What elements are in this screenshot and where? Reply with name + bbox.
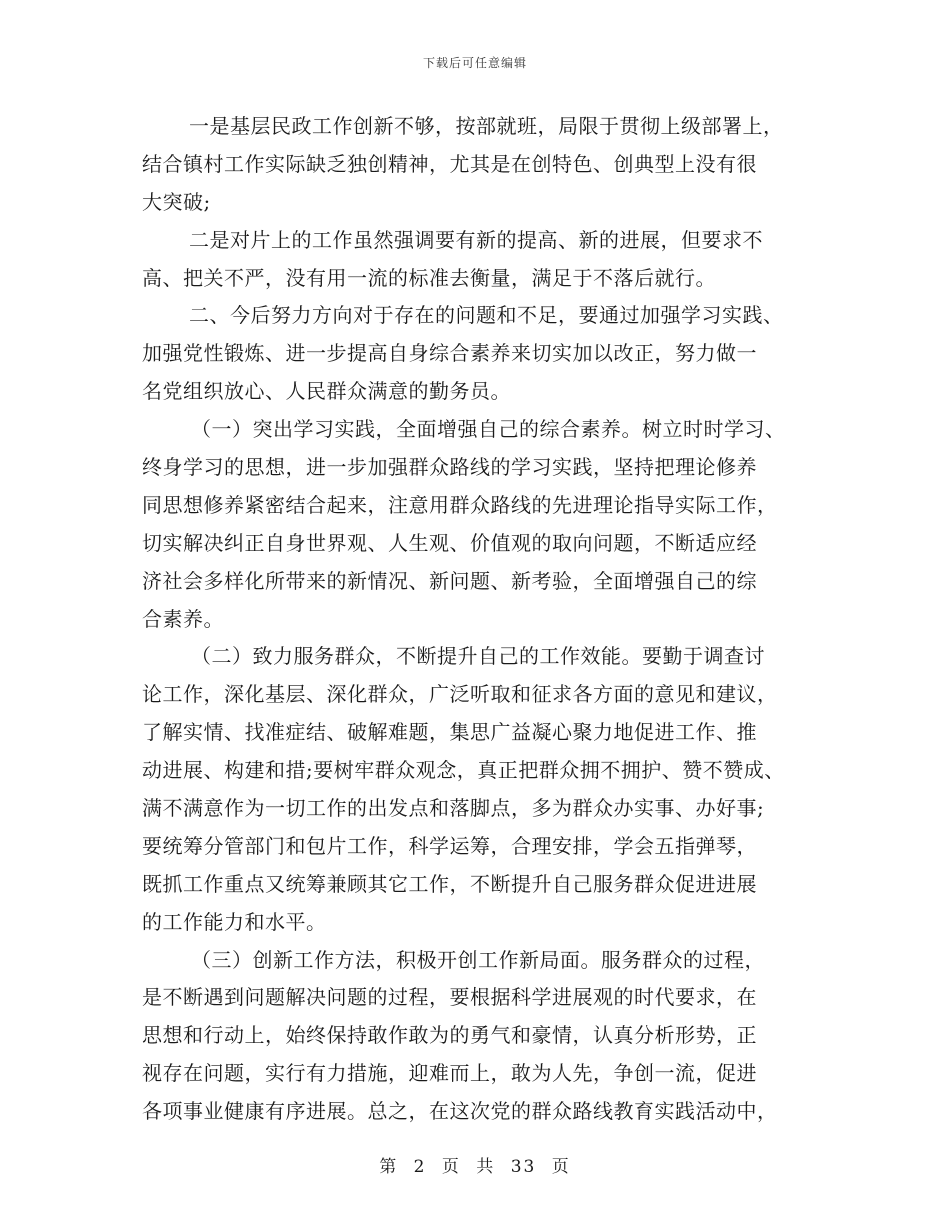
paragraph-line: 的工作能力和水平。 [142, 909, 327, 934]
paragraph-line: 终身学习的思想，进一步加强群众路线的学习实践，坚持把理论修养 [142, 455, 757, 480]
paragraph-line: 要统筹分管部门和包片工作，科学运筹，合理安排，学会五指弹琴， [142, 833, 757, 858]
paragraph-line: 同思想修养紧密结合起来，注意用群众路线的先进理论指导实际工作， [142, 492, 778, 517]
paragraph-line: 合素养。 [142, 606, 224, 631]
paragraph-line: 论工作，深化基层、深化群众，广泛听取和征求各方面的意见和建议， [142, 682, 778, 707]
paragraph-line: 一是基层民政工作创新不够，按部就班，局限于贯彻上级部署上， [189, 114, 784, 138]
page-header-note: 下载后可任意编辑 [422, 56, 527, 70]
paragraph-line: 二、今后努力方向对于存在的问题和不足，要通过加强学习实践、 [189, 303, 784, 328]
paragraph-line: 视存在问题，实行有力措施，迎难而上，敢为人先，争创一流，促进 [142, 1061, 757, 1086]
paragraph-line: （三）创新工作方法，积极开创工作新局面。服务群众的过程， [191, 947, 765, 972]
paragraph-line: 了解实情、找准症结、破解难题，集思广益凝心聚力地促进工作、推 [142, 720, 757, 745]
paragraph-line: 大突破; [142, 189, 211, 214]
paragraph-line: 满不满意作为一切工作的出发点和落脚点，多为群众办实事、办好事; [142, 796, 765, 821]
paragraph-line: 各项事业健康有序进展。总之，在这次党的群众路线教育实践活动中， [142, 1099, 778, 1124]
paragraph-line: 思想和行动上，始终保持敢作敢为的勇气和豪情，认真分析形势，正 [142, 1023, 757, 1048]
paragraph-line: 是不断遇到问题解决问题的过程，要根据科学进展观的时代要求，在 [142, 985, 757, 1010]
paragraph-line: 济社会多样化所带来的新情况、新问题、新考验，全面增强自己的综 [142, 568, 757, 593]
paragraph-line: 结合镇村工作实际缺乏独创精神，尤其是在创特色、创典型上没有很 [142, 151, 757, 176]
paragraph-line: 二是对片上的工作虽然强调要有新的提高、新的进展，但要求不 [189, 227, 763, 252]
paragraph-line: 加强党性锻炼、进一步提高自身综合素养来切实加以改正，努力做一 [142, 341, 757, 366]
page-number-footer: 第 2 页 共 33 页 [379, 1157, 571, 1177]
paragraph-line: 既抓工作重点又统筹兼顾其它工作，不断提升自己服务群众促进进展 [142, 871, 757, 896]
paragraph-line: （二）致力服务群众，不断提升自己的工作效能。要勤于调查讨 [191, 644, 765, 669]
paragraph-line: 高、把关不严，没有用一流的标准去衡量，满足于不落后就行。 [142, 265, 716, 290]
paragraph-line: 切实解决纠正自身世界观、人生观、价值观的取向问题，不断适应经 [142, 530, 757, 555]
paragraph-line: 名党组织放心、人民群众满意的勤务员。 [142, 379, 511, 404]
document-body [142, 108, 822, 1131]
paragraph-line: （一）突出学习实践，全面增强自己的综合素养。树立时时学习、 [191, 417, 786, 442]
paragraph-line: 动进展、构建和措;要树牢群众观念，真正把群众拥不拥护、赞不赞成、 [142, 758, 785, 783]
